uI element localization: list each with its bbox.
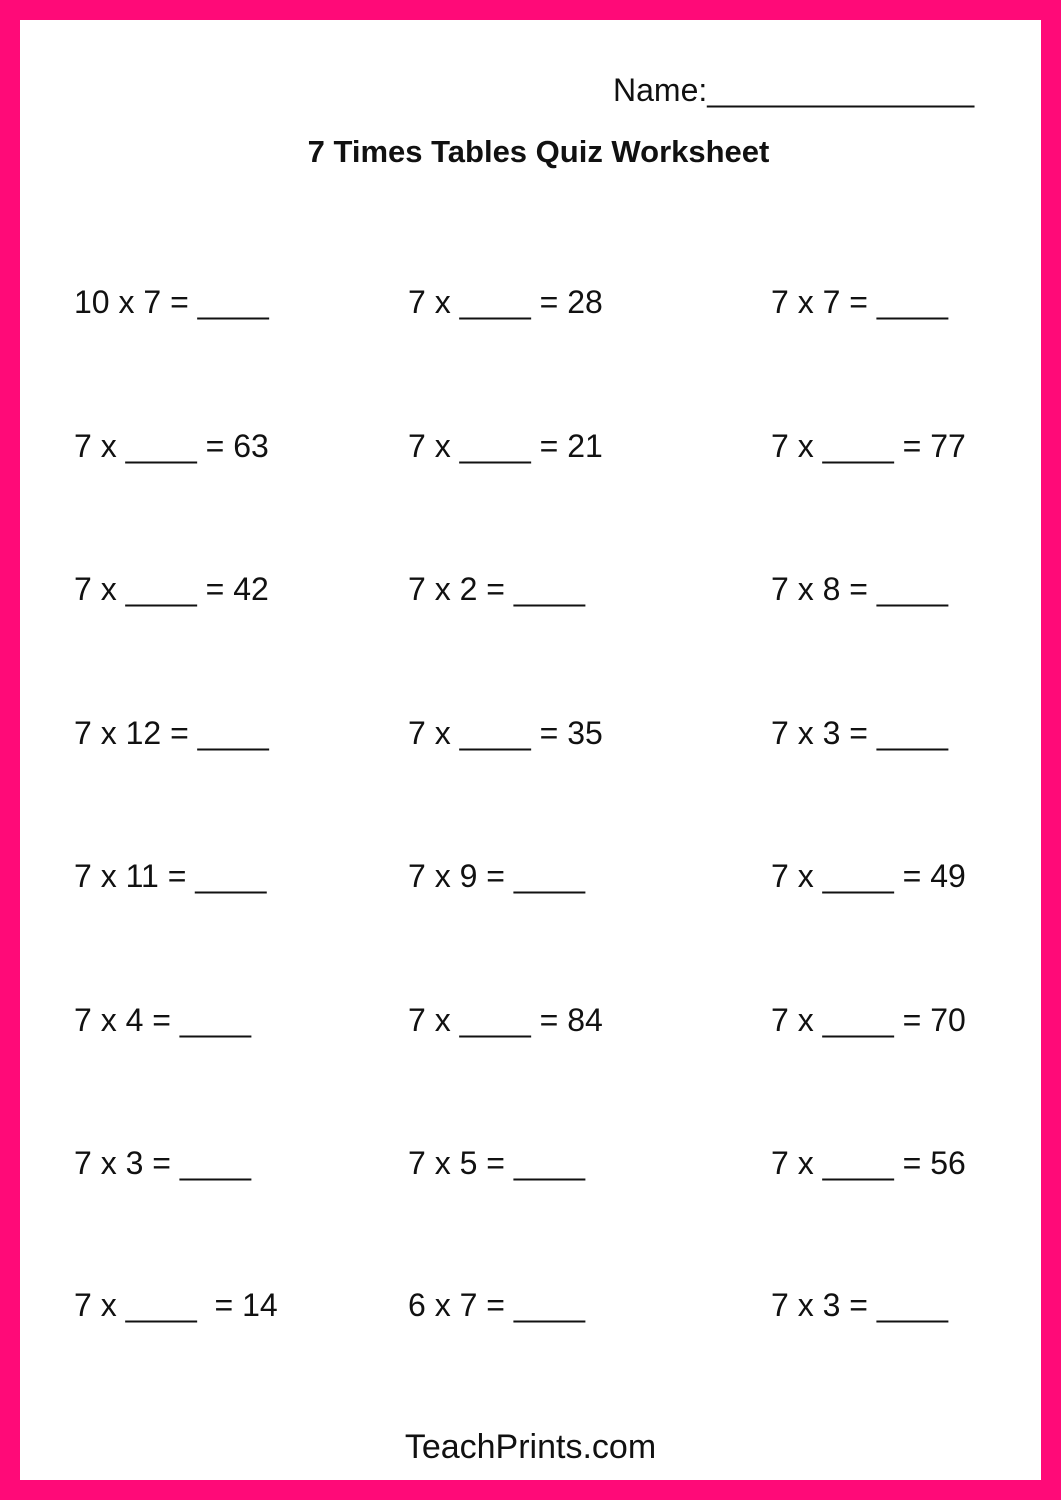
problem-23: 6 x 7 = ____ (408, 1287, 586, 1323)
name-field-label: Name:_______________ (613, 72, 975, 108)
problem-3: 7 x 7 = ____ (771, 284, 949, 320)
problem-5: 7 x ____ = 21 (408, 428, 603, 464)
problem-19: 7 x 3 = ____ (74, 1145, 252, 1181)
worksheet-title: 7 Times Tables Quiz Worksheet (307, 134, 770, 169)
problem-15: 7 x ____ = 49 (771, 858, 966, 894)
problem-14: 7 x 9 = ____ (408, 858, 586, 894)
problem-17: 7 x ____ = 84 (408, 1002, 603, 1038)
problem-13: 7 x 11 = ____ (74, 858, 267, 894)
problem-10: 7 x 12 = ____ (74, 715, 269, 751)
problem-21: 7 x ____ = 56 (771, 1145, 966, 1181)
problem-1: 10 x 7 = ____ (74, 284, 269, 320)
problem-22: 7 x ____ = 14 (74, 1287, 278, 1323)
problem-4: 7 x ____ = 63 (74, 428, 269, 464)
problem-6: 7 x ____ = 77 (771, 428, 966, 464)
problem-7: 7 x ____ = 42 (74, 571, 269, 607)
problem-18: 7 x ____ = 70 (771, 1002, 966, 1038)
worksheet-page (20, 20, 1041, 1480)
problem-2: 7 x ____ = 28 (408, 284, 603, 320)
footer-brand: TeachPrints.com (404, 1428, 657, 1466)
problem-16: 7 x 4 = ____ (74, 1002, 252, 1038)
problem-20: 7 x 5 = ____ (408, 1145, 586, 1181)
problem-12: 7 x 3 = ____ (771, 715, 949, 751)
problem-8: 7 x 2 = ____ (408, 571, 586, 607)
problem-11: 7 x ____ = 35 (408, 715, 603, 751)
problem-9: 7 x 8 = ____ (771, 571, 949, 607)
problem-24: 7 x 3 = ____ (771, 1287, 949, 1323)
